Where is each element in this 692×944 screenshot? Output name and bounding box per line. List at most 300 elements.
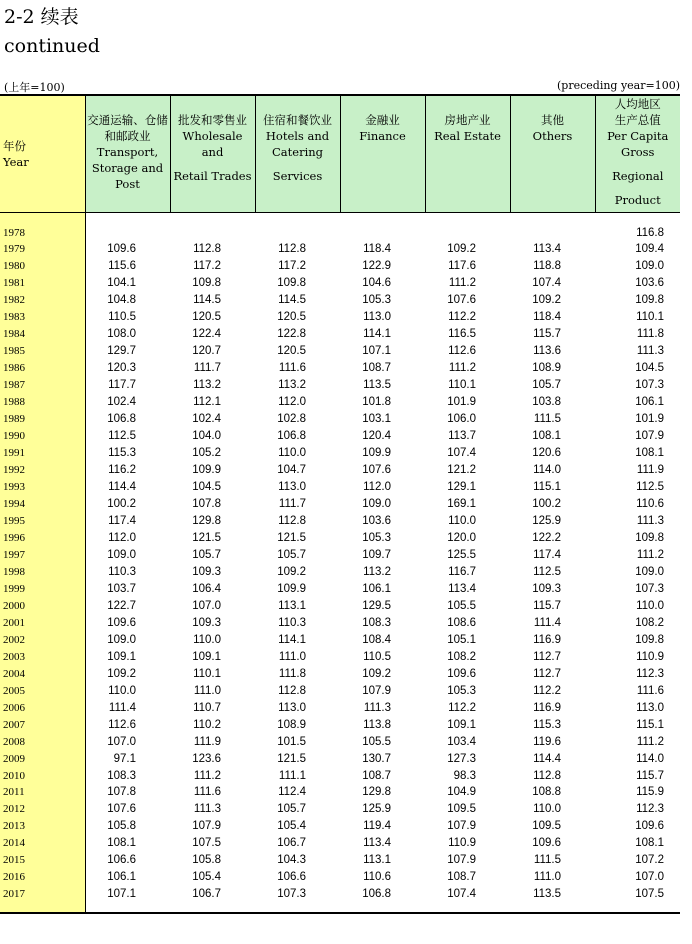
cell-finance: 109.0 xyxy=(362,498,391,511)
table-row xyxy=(0,258,680,275)
cell-realestate: 112.2 xyxy=(448,311,476,324)
cell-gdp: 107.9 xyxy=(635,430,664,443)
header-hotels-en3: Services xyxy=(272,169,323,183)
cell-transport: 114.4 xyxy=(108,481,136,494)
cell-others: 125.9 xyxy=(532,514,561,527)
cell-year: 1998 xyxy=(0,563,85,580)
cell-year: 1992 xyxy=(0,462,85,479)
cell-others: 114.0 xyxy=(533,464,561,477)
cell-finance: 101.8 xyxy=(362,396,391,409)
cell-gdp: 112.5 xyxy=(636,481,664,494)
cell-finance: 113.0 xyxy=(363,311,391,324)
cell-transport: 110.3 xyxy=(108,565,136,578)
cell-others: 116.9 xyxy=(533,701,561,714)
cell-year: 1984 xyxy=(0,326,85,343)
cell-year: 1994 xyxy=(0,496,85,513)
cell-gdp: 114.0 xyxy=(636,752,664,765)
cell-finance: 119.4 xyxy=(363,820,391,833)
cell-hotels xyxy=(255,213,340,242)
cell-realestate: 105.5 xyxy=(447,599,476,612)
cell-others: 115.7 xyxy=(533,328,561,341)
cell-transport: 115.3 xyxy=(108,447,136,460)
cell-transport: 117.4 xyxy=(108,514,136,527)
cell-others: 118.8 xyxy=(533,260,561,273)
cell-wholesale: 102.4 xyxy=(192,413,221,426)
cell-realestate: 107.4 xyxy=(447,447,476,460)
cell-realestate xyxy=(425,213,510,242)
cell-gdp: 109.0 xyxy=(635,260,664,273)
cell-others: 108.8 xyxy=(532,786,561,799)
cell-year: 2012 xyxy=(0,801,85,818)
cell-transport: 122.7 xyxy=(107,599,136,612)
cell-year: 2003 xyxy=(0,648,85,665)
cell-gdp: 112.3 xyxy=(636,667,664,680)
cell-realestate: 107.9 xyxy=(447,820,476,833)
table-row xyxy=(0,614,680,631)
header-wholesale-en2: and xyxy=(201,145,224,159)
cell-finance: 113.4 xyxy=(363,837,391,850)
cell-finance: 105.5 xyxy=(362,735,391,748)
cell-wholesale: 110.2 xyxy=(193,718,221,731)
table-row xyxy=(0,597,680,614)
header-wholesale-en3: Retail Trades xyxy=(173,169,252,183)
header-transport-en2: Storage and xyxy=(91,161,164,175)
cell-realestate: 109.1 xyxy=(447,718,476,731)
cell-gdp: 109.8 xyxy=(635,531,664,544)
cell-realestate: 110.0 xyxy=(448,514,476,527)
cell-transport: 112.6 xyxy=(108,718,136,731)
cell-transport: 109.2 xyxy=(107,667,136,680)
cell-others: 109.5 xyxy=(532,820,561,833)
cell-wholesale: 104.0 xyxy=(192,430,221,443)
table-row xyxy=(0,513,680,530)
cell-year: 1982 xyxy=(0,292,85,309)
cell-others: 114.4 xyxy=(533,752,561,765)
cell-hotels: 111.1 xyxy=(278,769,306,782)
cell-realestate: 107.9 xyxy=(447,854,476,867)
cell-others: 122.2 xyxy=(532,531,561,544)
table-body xyxy=(0,213,680,913)
cell-transport: 129.7 xyxy=(107,345,136,358)
cell-hotels: 111.6 xyxy=(278,362,306,375)
cell-year: 2015 xyxy=(0,852,85,869)
cell-wholesale: 109.3 xyxy=(192,616,221,629)
header-realestate-zh: 房地产业 xyxy=(444,113,491,127)
cell-finance: 109.9 xyxy=(362,447,391,460)
cell-wholesale: 111.0 xyxy=(193,684,221,697)
cell-hotels: 109.8 xyxy=(277,277,306,290)
header-gdp-en1: Per Capita xyxy=(607,129,669,143)
cell-gdp: 111.2 xyxy=(636,735,664,748)
cell-year: 2000 xyxy=(0,597,85,614)
cell-realestate: 117.6 xyxy=(448,260,476,273)
cell-others: 111.0 xyxy=(533,871,561,884)
cell-finance: 108.7 xyxy=(362,769,391,782)
cell-year: 1996 xyxy=(0,529,85,546)
table-row xyxy=(0,716,680,733)
cell-wholesale: 105.8 xyxy=(192,854,221,867)
header-finance-en: Finance xyxy=(359,129,406,143)
cell-gdp: 115.7 xyxy=(636,769,664,782)
cell-finance xyxy=(340,213,425,242)
cell-wholesale: 107.5 xyxy=(192,837,221,850)
table-row xyxy=(0,818,680,835)
cell-gdp: 112.3 xyxy=(636,803,664,816)
cell-hotels: 106.6 xyxy=(277,871,306,884)
cell-year: 1991 xyxy=(0,445,85,462)
cell-finance: 125.9 xyxy=(362,803,391,816)
cell-transport: 117.7 xyxy=(108,379,136,392)
cell-gdp: 110.0 xyxy=(636,599,664,612)
cell-transport: 109.6 xyxy=(107,243,136,256)
cell-others: 110.0 xyxy=(533,803,561,816)
cell-others: 112.7 xyxy=(533,667,561,680)
cell-transport: 106.1 xyxy=(107,871,136,884)
cell-finance: 111.3 xyxy=(363,701,391,714)
cell-wholesale: 109.1 xyxy=(192,650,221,663)
cell-realestate: 112.2 xyxy=(448,701,476,714)
cell-year: 1979 xyxy=(0,241,85,258)
cell-wholesale: 107.8 xyxy=(192,498,221,511)
cell-hotels: 104.3 xyxy=(277,854,306,867)
cell-finance: 113.5 xyxy=(363,379,391,392)
cell-finance: 109.7 xyxy=(362,548,391,561)
cell-realestate: 112.6 xyxy=(448,345,476,358)
header-hotels-en1: Hotels and xyxy=(265,129,330,143)
header-finance xyxy=(340,95,425,213)
cell-year: 2004 xyxy=(0,665,85,682)
cell-transport xyxy=(85,213,170,242)
cell-hotels: 112.4 xyxy=(278,786,306,799)
table-row xyxy=(0,213,680,242)
cell-wholesale: 107.9 xyxy=(192,820,221,833)
cell-transport: 111.4 xyxy=(108,701,136,714)
cell-transport: 100.2 xyxy=(107,498,136,511)
cell-others: 119.6 xyxy=(533,735,561,748)
table-row xyxy=(0,462,680,479)
cell-wholesale: 109.9 xyxy=(192,464,221,477)
cell-hotels: 112.8 xyxy=(278,514,306,527)
header-transport-en3: Post xyxy=(115,177,140,191)
table-row xyxy=(0,394,680,411)
table-row xyxy=(0,326,680,343)
cell-year: 2009 xyxy=(0,750,85,767)
cell-transport: 104.8 xyxy=(107,294,136,307)
cell-others: 117.4 xyxy=(533,548,561,561)
cell-hotels: 105.4 xyxy=(277,820,306,833)
cell-transport: 108.0 xyxy=(107,328,136,341)
cell-transport: 120.3 xyxy=(107,362,136,375)
header-wholesale-zh: 批发和零售业 xyxy=(178,113,247,127)
cell-gdp: 108.1 xyxy=(635,447,664,460)
cell-year: 2014 xyxy=(0,835,85,852)
cell-gdp: 111.9 xyxy=(636,464,664,477)
cell-wholesale: 105.4 xyxy=(192,871,221,884)
header-wholesale-en1: Wholesale xyxy=(182,129,243,143)
table-row xyxy=(0,343,680,360)
cell-year: 1999 xyxy=(0,580,85,597)
table-row xyxy=(0,360,680,377)
cell-finance: 104.6 xyxy=(362,277,391,290)
cell-transport: 109.0 xyxy=(107,548,136,561)
cell-finance: 108.4 xyxy=(362,633,391,646)
cell-others: 109.2 xyxy=(532,294,561,307)
cell-gdp: 110.6 xyxy=(636,498,664,511)
cell-hotels: 120.5 xyxy=(277,311,306,324)
cell-others: 112.7 xyxy=(533,650,561,663)
header-others-zh: 其他 xyxy=(541,113,564,127)
cell-hotels: 122.8 xyxy=(277,328,306,341)
header-hotels-zh: 住宿和餐饮业 xyxy=(263,113,332,127)
cell-transport: 110.0 xyxy=(108,684,136,697)
cell-year: 1990 xyxy=(0,428,85,445)
cell-year: 2005 xyxy=(0,682,85,699)
cell-wholesale: 109.3 xyxy=(192,565,221,578)
table-row xyxy=(0,411,680,428)
cell-finance: 118.4 xyxy=(363,243,391,256)
cell-year: 2017 xyxy=(0,886,85,913)
cell-transport: 106.6 xyxy=(107,854,136,867)
cell-others: 109.3 xyxy=(532,582,561,595)
table-row xyxy=(0,801,680,818)
cell-year: 2010 xyxy=(0,767,85,784)
cell-year: 2016 xyxy=(0,869,85,886)
cell-hotels: 112.0 xyxy=(278,396,306,409)
cell-realestate: 109.5 xyxy=(447,803,476,816)
cell-others: 111.5 xyxy=(533,854,561,867)
cell-realestate: 111.2 xyxy=(448,277,476,290)
cell-others: 107.4 xyxy=(532,277,561,290)
table-row xyxy=(0,733,680,750)
cell-transport: 109.1 xyxy=(107,650,136,663)
cell-gdp: 108.2 xyxy=(635,616,664,629)
table-row xyxy=(0,767,680,784)
cell-realestate: 107.4 xyxy=(425,886,510,913)
cell-finance: 110.6 xyxy=(363,871,391,884)
cell-gdp: 107.5 xyxy=(595,886,680,913)
table-row xyxy=(0,869,680,886)
cell-year: 2001 xyxy=(0,614,85,631)
cell-wholesale: 110.1 xyxy=(193,667,221,680)
cell-transport: 112.0 xyxy=(108,531,136,544)
cell-realestate: 105.3 xyxy=(447,684,476,697)
cell-finance: 107.9 xyxy=(362,684,391,697)
header-transport-en1: Transport, xyxy=(96,145,159,159)
table-subtitle: continued xyxy=(4,35,100,57)
table-row xyxy=(0,750,680,767)
cell-others: 112.5 xyxy=(533,565,561,578)
cell-others: 100.2 xyxy=(532,498,561,511)
cell-hotels: 107.3 xyxy=(255,886,340,913)
cell-others: 105.7 xyxy=(532,379,561,392)
cell-realestate: 104.9 xyxy=(447,786,476,799)
cell-finance: 113.8 xyxy=(363,718,391,731)
cell-gdp: 113.0 xyxy=(636,701,664,714)
cell-hotels: 112.8 xyxy=(278,243,306,256)
cell-hotels: 111.7 xyxy=(278,498,306,511)
cell-gdp: 107.3 xyxy=(635,379,664,392)
cell-gdp: 101.9 xyxy=(635,413,664,426)
header-gdp-en2: Gross xyxy=(621,145,655,159)
cell-others: 108.9 xyxy=(532,362,561,375)
cell-hotels: 102.8 xyxy=(277,413,306,426)
cell-others: 111.4 xyxy=(533,616,561,629)
cell-hotels: 110.0 xyxy=(278,447,306,460)
cell-wholesale: 105.2 xyxy=(192,447,221,460)
cell-wholesale: 111.6 xyxy=(193,786,221,799)
cell-realestate: 113.7 xyxy=(448,430,476,443)
cell-gdp: 111.3 xyxy=(636,514,664,527)
cell-gdp: 109.0 xyxy=(635,565,664,578)
cell-wholesale: 110.0 xyxy=(193,633,221,646)
cell-hotels: 105.7 xyxy=(277,548,306,561)
table-row xyxy=(0,886,680,913)
cell-finance: 106.8 xyxy=(340,886,425,913)
cell-transport: 106.8 xyxy=(107,413,136,426)
cell-transport: 108.1 xyxy=(107,837,136,850)
cell-realestate: 120.0 xyxy=(447,531,476,544)
cell-transport: 102.4 xyxy=(107,396,136,409)
header-hotels-en2: Catering xyxy=(271,145,324,159)
header-hotels xyxy=(255,95,340,213)
cell-gdp: 115.1 xyxy=(636,718,664,731)
cell-wholesale: 111.7 xyxy=(193,362,221,375)
cell-realestate: 107.6 xyxy=(447,294,476,307)
cell-wholesale: 106.4 xyxy=(192,582,221,595)
cell-hotels: 110.3 xyxy=(278,616,306,629)
table-row xyxy=(0,241,680,258)
table-row xyxy=(0,563,680,580)
cell-year: 2007 xyxy=(0,716,85,733)
cell-hotels: 112.8 xyxy=(278,684,306,697)
cell-others: 113.6 xyxy=(533,345,561,358)
cell-hotels: 106.8 xyxy=(277,430,306,443)
index-table xyxy=(0,94,680,914)
cell-finance: 112.0 xyxy=(363,481,391,494)
table-row xyxy=(0,377,680,394)
table-row xyxy=(0,699,680,716)
table-row xyxy=(0,529,680,546)
cell-year: 1987 xyxy=(0,377,85,394)
cell-gdp: 103.6 xyxy=(635,277,664,290)
cell-wholesale: 106.7 xyxy=(170,886,255,913)
cell-others xyxy=(510,213,595,242)
table-title: 2-2 续表 xyxy=(4,6,79,28)
table-row xyxy=(0,275,680,292)
cell-realestate: 110.9 xyxy=(448,837,476,850)
cell-finance: 103.1 xyxy=(362,413,391,426)
cell-wholesale: 111.9 xyxy=(193,735,221,748)
cell-wholesale: 114.5 xyxy=(193,294,221,307)
cell-finance: 110.5 xyxy=(363,650,391,663)
cell-hotels: 113.1 xyxy=(278,599,306,612)
cell-year: 1995 xyxy=(0,513,85,530)
cell-gdp: 107.0 xyxy=(635,871,664,884)
cell-transport: 112.5 xyxy=(108,430,136,443)
cell-hotels: 117.2 xyxy=(278,260,306,273)
cell-transport: 109.6 xyxy=(107,616,136,629)
cell-finance: 114.1 xyxy=(363,328,391,341)
cell-gdp: 115.9 xyxy=(636,786,664,799)
cell-realestate: 98.3 xyxy=(453,769,476,782)
cell-realestate: 106.0 xyxy=(447,413,476,426)
table-row xyxy=(0,784,680,801)
cell-transport: 97.1 xyxy=(113,752,136,765)
cell-gdp: 111.6 xyxy=(636,684,664,697)
cell-realestate: 116.7 xyxy=(448,565,476,578)
table-row xyxy=(0,479,680,496)
cell-hotels: 111.0 xyxy=(278,650,306,663)
cell-wholesale: 120.7 xyxy=(192,345,221,358)
table-row xyxy=(0,631,680,648)
cell-year: 1983 xyxy=(0,309,85,326)
cell-realestate: 127.3 xyxy=(447,752,476,765)
header-realestate xyxy=(425,95,510,213)
cell-year: 2002 xyxy=(0,631,85,648)
header-year xyxy=(0,95,85,213)
cell-others: 103.8 xyxy=(532,396,561,409)
header-gdp-en3: Regional xyxy=(612,169,664,183)
cell-gdp: 109.6 xyxy=(635,820,664,833)
cell-wholesale xyxy=(170,213,255,242)
cell-transport: 103.7 xyxy=(107,582,136,595)
header-row xyxy=(0,95,680,213)
cell-finance: 130.7 xyxy=(362,752,391,765)
cell-gdp: 109.8 xyxy=(635,294,664,307)
cell-transport: 105.8 xyxy=(107,820,136,833)
cell-hotels: 114.5 xyxy=(278,294,306,307)
cell-wholesale: 105.7 xyxy=(192,548,221,561)
cell-others: 115.1 xyxy=(533,481,561,494)
cell-transport: 116.2 xyxy=(108,464,136,477)
cell-realestate: 108.7 xyxy=(447,871,476,884)
cell-others: 112.8 xyxy=(533,769,561,782)
header-finance-zh: 金融业 xyxy=(365,113,400,127)
cell-others: 108.1 xyxy=(532,430,561,443)
cell-wholesale: 110.7 xyxy=(193,701,221,714)
cell-realestate: 169.1 xyxy=(447,498,476,511)
cell-finance: 129.5 xyxy=(362,599,391,612)
cell-realestate: 111.2 xyxy=(448,362,476,375)
cell-realestate: 108.2 xyxy=(447,650,476,663)
cell-wholesale: 122.4 xyxy=(192,328,221,341)
cell-year: 1993 xyxy=(0,479,85,496)
cell-wholesale: 111.3 xyxy=(193,803,221,816)
cell-others: 109.6 xyxy=(532,837,561,850)
cell-realestate: 113.4 xyxy=(448,582,476,595)
table-row xyxy=(0,852,680,869)
cell-realestate: 109.2 xyxy=(447,243,476,256)
cell-hotels: 113.2 xyxy=(278,379,306,392)
cell-others: 112.2 xyxy=(533,684,561,697)
cell-realestate: 116.5 xyxy=(448,328,476,341)
header-others-en: Others xyxy=(532,129,573,143)
cell-wholesale: 123.6 xyxy=(192,752,221,765)
table-row xyxy=(0,445,680,462)
table-row xyxy=(0,665,680,682)
header-year-en: Year xyxy=(3,155,29,169)
cell-year: 1997 xyxy=(0,546,85,563)
cell-gdp: 106.1 xyxy=(635,396,664,409)
table-row xyxy=(0,580,680,597)
header-year-zh: 年份 xyxy=(3,139,26,153)
cell-hotels: 108.9 xyxy=(277,718,306,731)
header-transport-zh: 交通运输、仓储和邮政业 xyxy=(87,113,168,143)
cell-finance: 107.1 xyxy=(362,345,391,358)
unit-note-chinese: (上年=100) xyxy=(4,81,65,94)
cell-finance: 129.8 xyxy=(362,786,391,799)
header-wholesale xyxy=(170,95,255,213)
